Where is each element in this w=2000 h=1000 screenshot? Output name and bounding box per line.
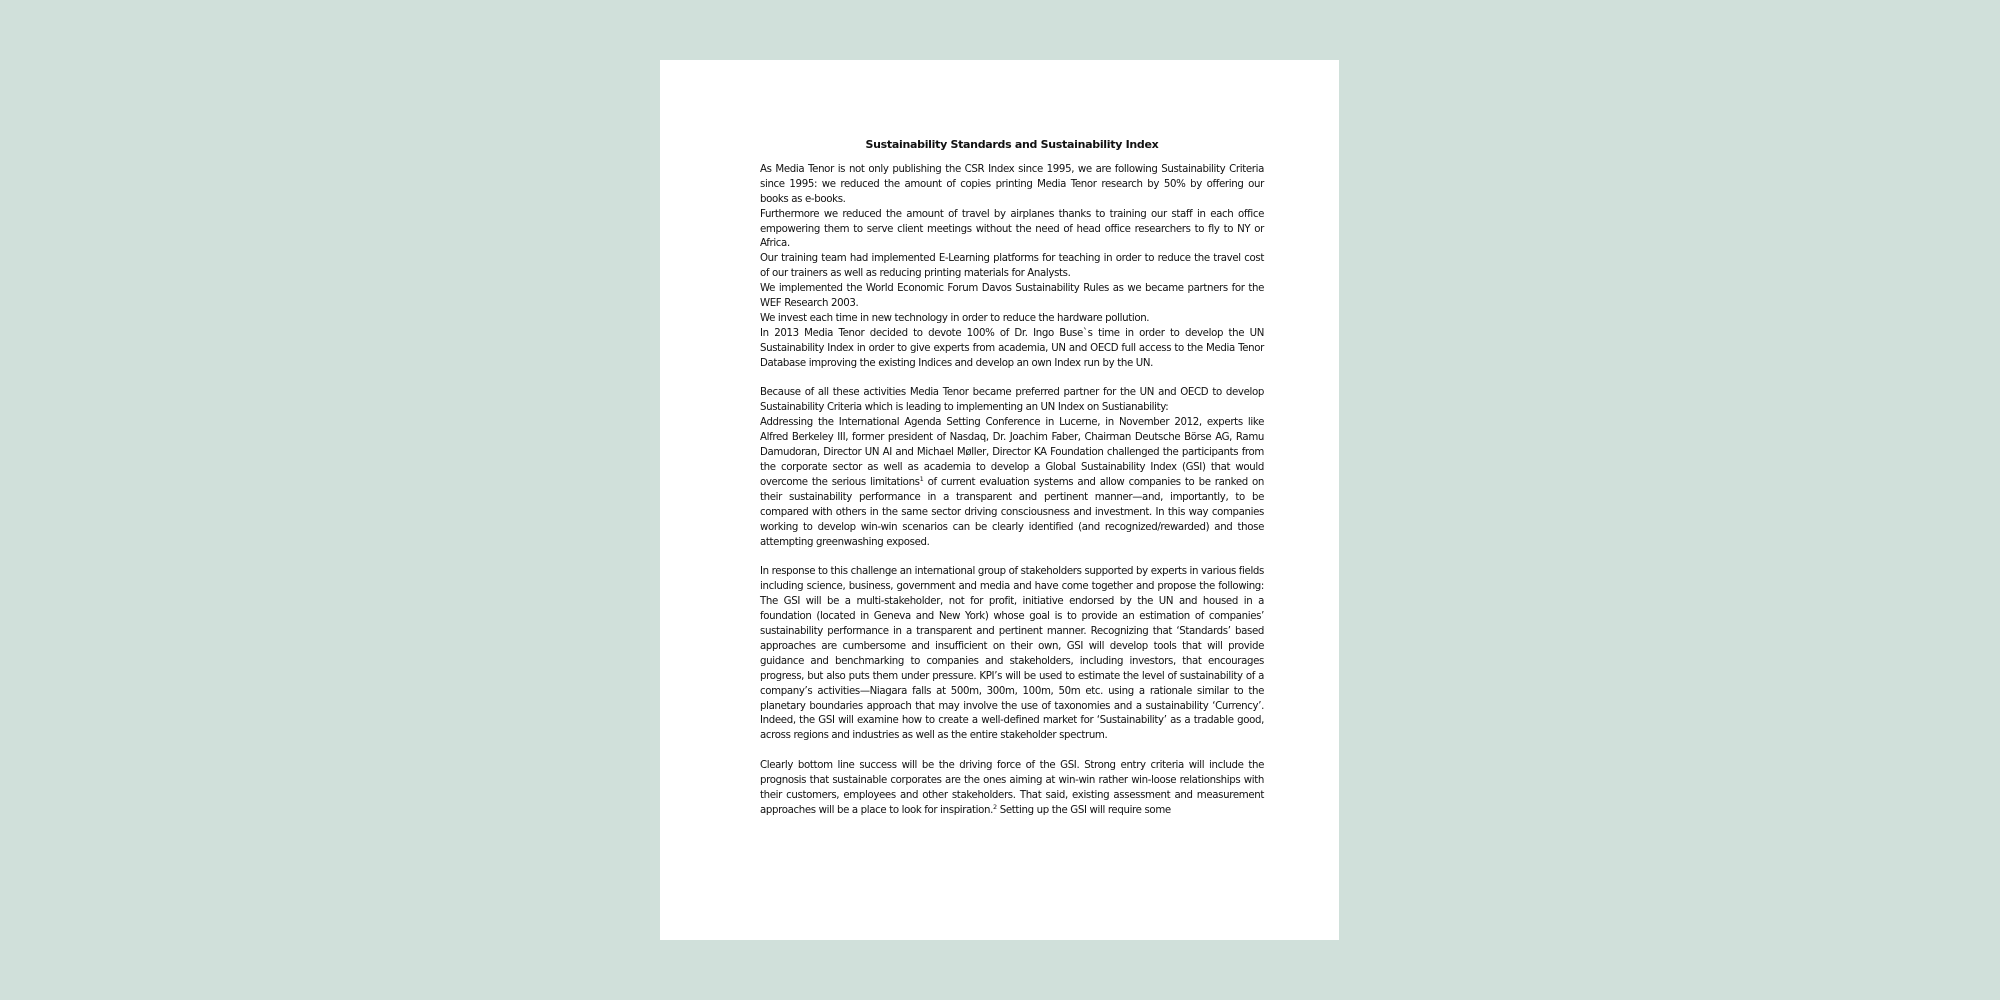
paragraph-preferred-partner: Because of all these activities Media Tenor became preferred partner for the UN and OECD to develop Sustainability Criteria which is leading to implementing an UN Index on Sustianability: xyxy=(760,387,1264,414)
paragraph-travel: Furthermore we reduced the amount of travel by airplanes thanks to training our staff in each office empowering them to serve client meetings without the need of head office researchers to fly to NY or Africa. xyxy=(760,208,1264,250)
paragraph-gap xyxy=(760,744,1264,759)
paragraph-text: Setting up the GSI will require some xyxy=(996,804,1171,816)
paragraph-elearning: Our training team had implemented E-Learning platforms for teaching in order to reduce the travel cost of our trainers as well as reducing printing materials for Analysts. xyxy=(760,253,1264,280)
paragraph-bottom-line xyxy=(760,759,1264,819)
document-content xyxy=(760,138,1264,819)
paragraph-wef: We implemented the World Economic Forum Davos Sustainability Rules as we became partners for the WEF Research 2003. xyxy=(760,283,1264,310)
paragraph-gsi-proposal: In response to this challenge an international group of stakeholders supported by experts in various fields including science, business, government and media and have come together and propose the following: The GSI will be a multi-stakeholder, not for profit, initiative endorsed by the UN and housed in a foundation (located in Geneva and New York) whose goal is to provide an estimation of companies’ sustainability performance in a transparent and pertinent manner. Recognizing that ‘Standards’ based approaches are cumbersome and insufficient on their own, GSI will develop tools that will provide guidance and benchmarking to companies and stakeholders, including investors, that encourages progress, but also puts them under pressure. KPI’s will be used to estimate the level of sustainability of a company’s activities—Niagara falls at 500m, 300m, 100m, 50m etc. using a rationale similar to the planetary boundaries approach that may involve the use of taxonomies and a sustainability ‘Currency’. Indeed, the GSI will examine how to create a well-defined market for ‘Sustainability’ as a tradable good, across regions and industries as well as the entire stakeholder spectrum. xyxy=(760,566,1264,742)
paragraph-gap xyxy=(760,372,1264,387)
paragraph-text: Clearly bottom line success will be the driving force of the GSI. Strong entry criteria will include the prognosis that sustainable corporates are the ones aiming at win-win rather win-loose relationships with their customers, employees and other stakeholders. That said, existing assessment and measurement approaches will be a place to look for inspiration. xyxy=(760,760,1264,816)
paragraph-2013: In 2013 Media Tenor decided to devote 100% of Dr. Ingo Buse`s time in order to develop the UN Sustainability Index in order to give experts from academia, UN and OECD full access to the Media Tenor Database improving the existing Indices and develop an own Index run by the UN. xyxy=(760,327,1264,369)
footnote-marker[interactable]: 1 xyxy=(919,474,924,483)
paragraph-lucerne-conference xyxy=(760,416,1264,550)
paragraph-gap xyxy=(760,550,1264,565)
document-title: Sustainability Standards and Sustainability Index xyxy=(865,138,1159,151)
paragraph-text: of current evaluation systems and allow companies to be ranked on their sustainability performance in a transparent and pertinent manner—and, importantly, to be compared with others in the same sector driving consciousness and investment. In this way companies working to develop win-win scenarios can be clearly identified (and recognized/rewarded) and those attempting greenwashing exposed. xyxy=(760,476,1264,548)
document-page xyxy=(660,60,1339,940)
paragraph-technology: We invest each time in new technology in order to reduce the hardware pollution. xyxy=(760,312,1150,324)
paragraph-csr-index: As Media Tenor is not only publishing the CSR Index since 1995, we are following Sustainability Criteria since 1995: we reduced the amount of copies printing Media Tenor research by 50% by offering our books as e-books. xyxy=(760,163,1264,205)
paragraph-text: Addressing the International Agenda Setting Conference in Lucerne, in November 2012, experts like Alfred Berkeley III, former president of Nasdaq, Dr. Joachim Faber, Chairman Deutsche Börse AG, Ramu Damudoran, Director UN AI and Michael Møller, Director KA Foundation challenged the participants from the corporate sector as well as academia to develop a Global Sustainability Index (GSI) that would overcome the serious limitations xyxy=(760,417,1264,488)
footnote-marker[interactable]: 2 xyxy=(993,802,997,811)
